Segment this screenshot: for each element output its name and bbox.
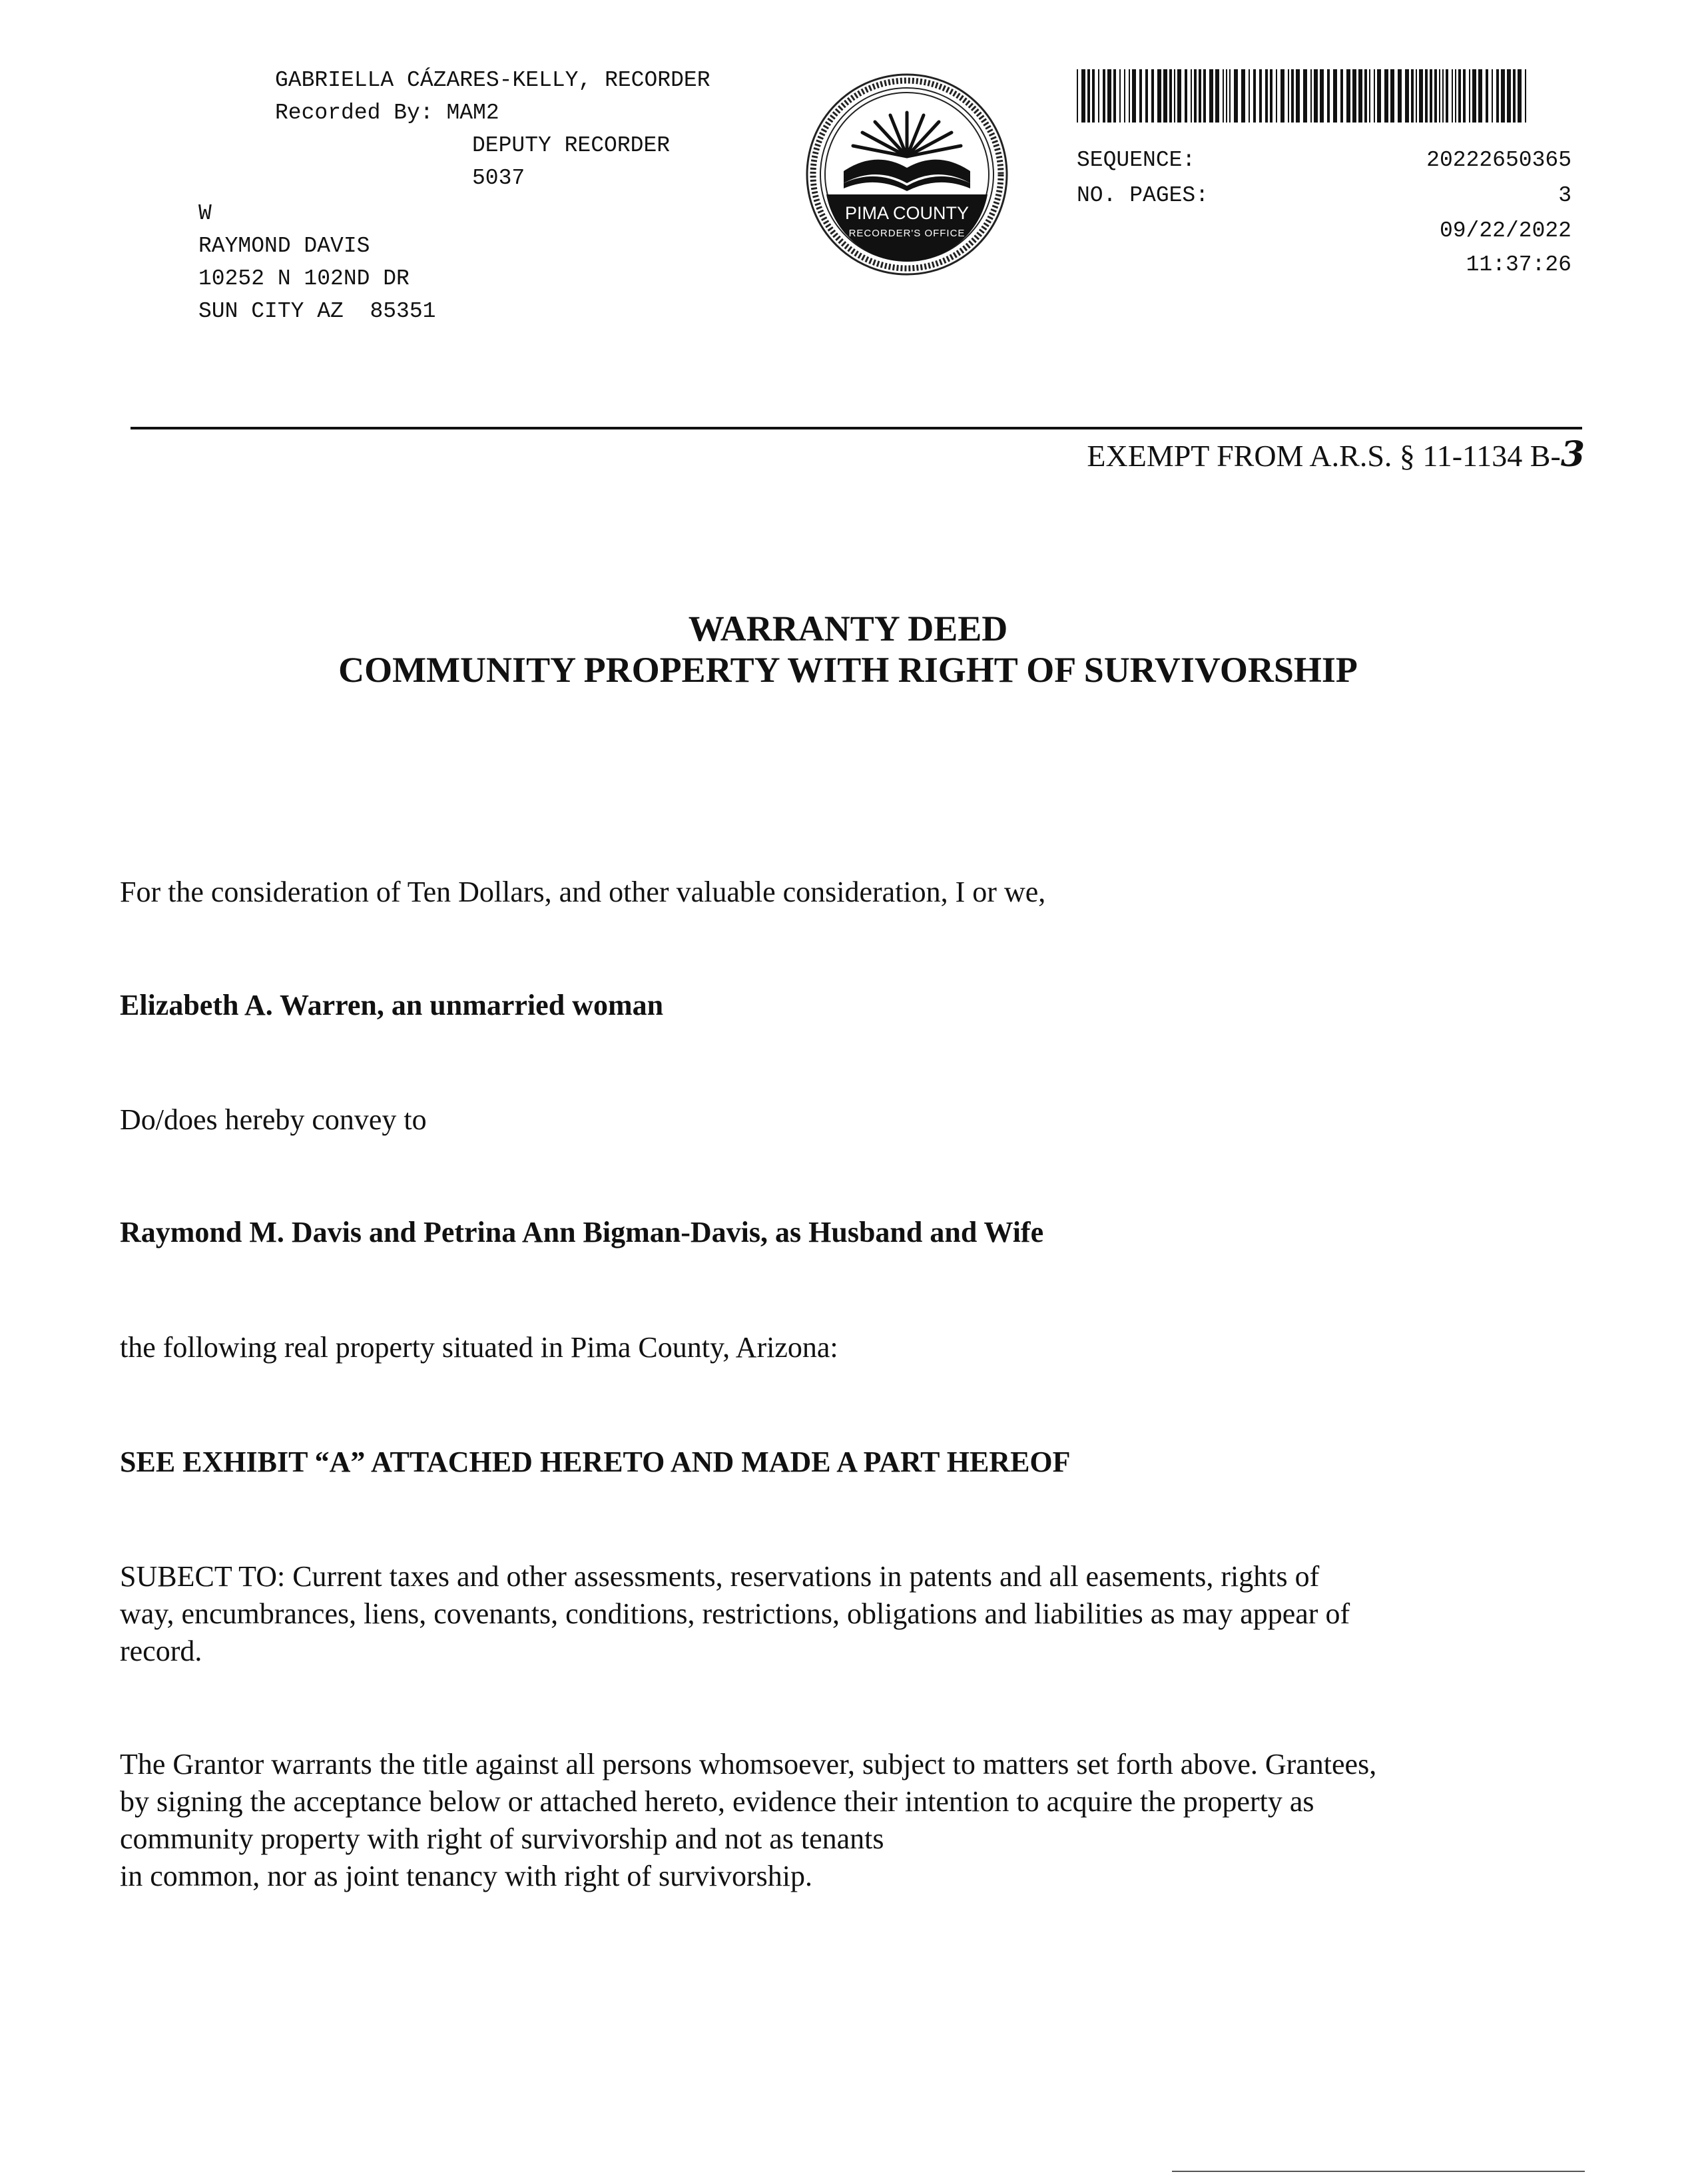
barcode-bar (1439, 69, 1440, 123)
return-name: RAYMOND DAVIS (198, 234, 370, 258)
seal-county-text: PIMA COUNTY (844, 203, 970, 223)
barcode-bar (1340, 69, 1343, 123)
barcode-bar (1132, 69, 1136, 123)
barcode-bar (1234, 69, 1238, 123)
barcode-bar (1185, 69, 1187, 123)
barcode-bar (1442, 69, 1444, 123)
deputy-recorder: DEPUTY RECORDER (472, 133, 671, 158)
return-code: W (198, 201, 212, 226)
barcode-bar (1333, 69, 1337, 123)
barcode-bar (1087, 69, 1090, 123)
grantee-names: Raymond M. Davis and Petrina Ann Bigman-Davis, as Husband and Wife (120, 1216, 1044, 1248)
barcode-bar (1174, 69, 1175, 123)
warranty-line: by signing the acceptance below or attached hereto, evidence their intention to acquire the property as (120, 1785, 1314, 1818)
barcode-bar (1169, 69, 1172, 123)
barcode-bar (1452, 69, 1453, 123)
barcode-bar (1092, 69, 1095, 123)
recording-time: 11:37:26 (1466, 252, 1571, 277)
barcode (1077, 69, 1530, 123)
barcode-bar (1501, 69, 1505, 123)
barcode-bar (1455, 69, 1456, 123)
barcode-bar (1223, 69, 1224, 123)
barcode-bar (1472, 69, 1476, 123)
barcode-bar (1492, 69, 1493, 123)
exemption-handwritten-number: 3 (1560, 434, 1585, 475)
barcode-bar (1280, 69, 1284, 123)
barcode-bar (1139, 69, 1142, 123)
return-city: SUN CITY AZ 85351 (198, 299, 436, 324)
barcode-bar (1398, 69, 1402, 123)
barcode-bar (1107, 69, 1111, 123)
subject-line: way, encumbrances, liens, covenants, conditions, restrictions, obligations and liabilities as may appear of (120, 1597, 1350, 1630)
barcode-bar (1411, 69, 1414, 123)
barcode-bar (1314, 69, 1318, 123)
barcode-bar (1129, 69, 1130, 123)
barcode-bar (1199, 69, 1201, 123)
recorder-block (275, 64, 710, 194)
barcode-bar (1177, 69, 1181, 123)
return-street: 10252 N 102ND DR (198, 266, 410, 291)
barcode-bar (1425, 69, 1428, 123)
barcode-bar (1119, 69, 1121, 123)
barcode-bar (1270, 69, 1272, 123)
barcode-bar (1288, 69, 1289, 123)
barcode-bar (1446, 69, 1448, 123)
return-address-block (198, 197, 435, 328)
barcode-bar (1226, 69, 1227, 123)
barcode-bar (1358, 69, 1362, 123)
barcode-bar (1259, 69, 1262, 123)
barcode-bar (1194, 69, 1197, 123)
barcode-bar (1352, 69, 1356, 123)
barcode-bar (1458, 69, 1461, 123)
pima-county-seal (797, 71, 1017, 278)
barcode-bar (1327, 69, 1330, 123)
barcode-bar (1098, 69, 1099, 123)
barcode-bar (1320, 69, 1324, 123)
barcode-bar (1518, 69, 1522, 123)
barcode-bar (1513, 69, 1516, 123)
recorder-name: GABRIELLA CÁZARES-KELLY, RECORDER (275, 68, 710, 93)
barcode-bar (1525, 69, 1526, 123)
document-subtitle: COMMUNITY PROPERTY WITH RIGHT OF SURVIVORSHIP (338, 650, 1358, 690)
barcode-bar (1291, 69, 1294, 123)
barcode-bar (1296, 69, 1300, 123)
barcode-bar (1369, 69, 1370, 123)
barcode-bar (1229, 69, 1231, 123)
barcode-bar (1507, 69, 1511, 123)
warranty-line: community property with right of survivorship and not as tenants (120, 1822, 884, 1855)
barcode-bar (1151, 69, 1154, 123)
barcode-bar (1103, 69, 1105, 123)
barcode-bar (1276, 69, 1277, 123)
seal-office-text: RECORDER'S OFFICE (848, 228, 966, 239)
barcode-bar (1478, 69, 1482, 123)
barcode-bar (1419, 69, 1423, 123)
barcode-bar (1113, 69, 1116, 123)
subject-line: record. (120, 1635, 202, 1667)
barcode-bar (1405, 69, 1409, 123)
barcode-bar (1215, 69, 1219, 123)
barcode-bar (1430, 69, 1432, 123)
exemption-line (1087, 434, 1585, 475)
barcode-bar (1390, 69, 1394, 123)
barcode-bar (1346, 69, 1350, 123)
pages-value: 3 (1558, 183, 1571, 208)
barcode-bar (1249, 69, 1250, 123)
pages-label: NO. PAGES: (1077, 183, 1209, 208)
warranty-line: in common, nor as joint tenancy with right of survivorship. (120, 1860, 812, 1892)
barcode-bar (1145, 69, 1148, 123)
barcode-bar (1486, 69, 1488, 123)
grantor-name: Elizabeth A. Warren, an unmarried woman (120, 989, 664, 1021)
exhibit-reference: SEE EXHIBIT “A” ATTACHED HERETO AND MADE A PART HEREOF (120, 1446, 1071, 1478)
barcode-bar (1303, 69, 1307, 123)
barcode-bar (1310, 69, 1312, 123)
subject-to-paragraph (120, 1558, 1585, 1670)
barcode-bar (1434, 69, 1437, 123)
barcode-bar (1253, 69, 1256, 123)
header-divider (131, 427, 1582, 429)
recorded-by-value: MAM2 (446, 101, 499, 125)
barcode-bar (1203, 69, 1206, 123)
consideration-paragraph: For the consideration of Ten Dollars, and other valuable consideration, I or we, (120, 876, 1046, 908)
recording-date: 09/22/2022 (1439, 218, 1571, 243)
recorded-by-label: Recorded By: (275, 101, 433, 125)
barcode-bar (1364, 69, 1367, 123)
barcode-bar (1157, 69, 1161, 123)
barcode-bar (1163, 69, 1167, 123)
barcode-bar (1377, 69, 1381, 123)
barcode-bar (1265, 69, 1268, 123)
barcode-bar (1077, 69, 1078, 123)
barcode-bar (1374, 69, 1375, 123)
warranty-line: The Grantor warrants the title against all persons whomsoever, subject to matters set forth above. Grantees, (120, 1748, 1377, 1780)
barcode-bar (1463, 69, 1466, 123)
barcode-bar (1191, 69, 1192, 123)
barcode-bar (1081, 69, 1085, 123)
signature-line (1172, 2171, 1585, 2172)
convey-paragraph: Do/does hereby convey to (120, 1103, 427, 1136)
exemption-text: EXEMPT FROM A.R.S. § 11-1134 B- (1087, 439, 1561, 473)
barcode-bar (1496, 69, 1499, 123)
barcode-bar (1416, 69, 1417, 123)
barcode-bar (1469, 69, 1470, 123)
subject-line: SUBECT TO: Current taxes and other assessments, reservations in patents and all easements, rights of (120, 1560, 1320, 1593)
barcode-bar (1124, 69, 1125, 123)
barcode-bar (1209, 69, 1213, 123)
sequence-label: SEQUENCE: (1077, 148, 1196, 172)
property-paragraph: the following real property situated in Pima County, Arizona: (120, 1331, 838, 1364)
barcode-bar (1241, 69, 1245, 123)
barcode-bar (1384, 69, 1388, 123)
document-title: WARRANTY DEED (688, 609, 1008, 649)
warranty-paragraph (120, 1746, 1585, 1895)
barcode-icon (1077, 69, 1530, 123)
seal-icon (797, 71, 1017, 278)
deputy-number: 5037 (472, 166, 525, 190)
sequence-value: 20222650365 (1426, 148, 1571, 172)
recorded-by-row (275, 97, 710, 129)
